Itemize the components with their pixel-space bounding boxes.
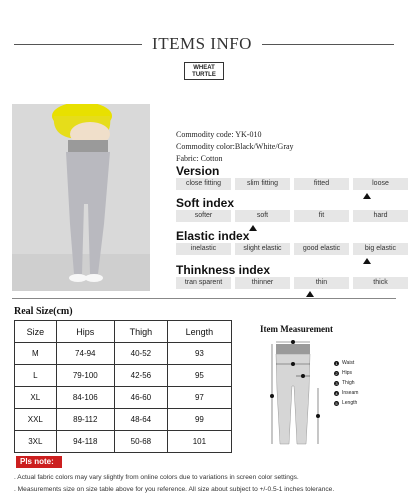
legend-label: Length (342, 400, 358, 406)
cell-hips: 94-118 (56, 431, 114, 453)
legend-item (334, 388, 358, 398)
legend-item (334, 358, 358, 368)
cell-size: XL (15, 387, 57, 409)
thickness-option-thinner: thinner (235, 277, 290, 289)
elastic-option-slight-elastic: slight elastic (235, 243, 290, 255)
thickness-indicator-triangle-icon (306, 291, 314, 297)
version-option-slim-fitting: slim fitting (235, 178, 290, 190)
table-row (15, 409, 232, 431)
brand-logo-line2: TURTLE (192, 72, 216, 78)
cell-hips: 74-94 (56, 343, 114, 365)
measurement-legend (334, 358, 358, 408)
legend-number-icon: 4 (335, 390, 338, 396)
cell-size: 3XL (15, 431, 57, 453)
size-table-header-row (15, 321, 232, 343)
version-option-fitted: fitted (294, 178, 349, 190)
cell-hips: 89-112 (56, 409, 114, 431)
cell-thigh: 48-64 (114, 409, 167, 431)
note-line-2: . Measurements size on size table above for you reference. All size about subject to +/-0.5-1 inches tolerance. (14, 486, 335, 493)
header-length: Length (167, 321, 231, 343)
note-badge: Pls note: (16, 456, 62, 468)
thickness-index-scale (176, 277, 408, 289)
legend-number-icon: 5 (335, 400, 338, 406)
soft-option-hard: hard (353, 210, 408, 222)
version-title: Version (176, 164, 220, 178)
legend-label: Thigh (342, 380, 355, 386)
legend-item (334, 398, 358, 408)
header-size: Size (15, 321, 57, 343)
model-illustration (12, 104, 150, 291)
fabric: Fabric: Cotton (176, 154, 223, 163)
legend-number-icon: 3 (335, 380, 338, 386)
cell-length: 101 (167, 431, 231, 453)
cell-length: 93 (167, 343, 231, 365)
elastic-option-good-elastic: good elastic (294, 243, 349, 255)
product-photo (12, 104, 150, 291)
soft-option-fit: fit (294, 210, 349, 222)
header-hips: Hips (56, 321, 114, 343)
thickness-option-transparent: tran sparent (176, 277, 231, 289)
size-table (14, 320, 232, 453)
note-line-1: . Actual fabric colors may vary slightly from online colors due to variations in screen color settings. (14, 474, 299, 481)
pants-measurement-diagram (262, 340, 332, 448)
legend-number-icon: 2 (335, 370, 338, 376)
version-scale (176, 178, 408, 190)
commodity-code: Commodity code: YK-010 (176, 130, 262, 139)
elastic-option-big-elastic: big elastic (353, 243, 408, 255)
cell-size: L (15, 365, 57, 387)
thickness-index-title: Thinkness index (176, 263, 271, 277)
version-indicator-triangle-icon (363, 193, 371, 199)
soft-index-title: Soft index (176, 196, 235, 210)
cell-thigh: 50-68 (114, 431, 167, 453)
legend-item (334, 368, 358, 378)
elastic-index-title: Elastic index (176, 229, 250, 243)
legend-label: Hips (342, 370, 353, 376)
legend-number-icon: 1 (335, 360, 338, 366)
brand-logo-line1: WHEAT (193, 65, 215, 71)
version-option-loose: loose (353, 178, 408, 190)
soft-indicator-triangle-icon (249, 225, 257, 231)
cell-thigh: 40-52 (114, 343, 167, 365)
item-measurement-title: Item Measurement (260, 324, 334, 334)
table-row (15, 431, 232, 453)
legend-item (334, 378, 358, 388)
cell-size: M (15, 343, 57, 365)
cell-hips: 79-100 (56, 365, 114, 387)
soft-option-softer: softer (176, 210, 231, 222)
header-divider-right (262, 44, 394, 45)
cell-thigh: 42-56 (114, 365, 167, 387)
table-row (15, 343, 232, 365)
cell-length: 95 (167, 365, 231, 387)
soft-index-scale (176, 210, 408, 222)
thickness-option-thin: thin (294, 277, 349, 289)
header-divider-left (14, 44, 142, 45)
page-title: ITEMS INFO (152, 34, 252, 53)
legend-label: Inseam (342, 390, 359, 396)
cell-length: 97 (167, 387, 231, 409)
section-divider (12, 298, 396, 299)
legend-label: Waist (342, 360, 355, 366)
elastic-indicator-triangle-icon (363, 258, 371, 264)
table-row (15, 387, 232, 409)
commodity-color: Commodity color:Black/White/Gray (176, 142, 294, 151)
items-info-header (0, 30, 408, 60)
real-size-caption: Real Size(cm) (14, 306, 73, 317)
cell-size: XXL (15, 409, 57, 431)
cell-thigh: 46-60 (114, 387, 167, 409)
header-thigh: Thigh (114, 321, 167, 343)
elastic-index-scale (176, 243, 408, 255)
version-option-close-fitting: close fitting (176, 178, 231, 190)
table-row (15, 365, 232, 387)
soft-option-soft: soft (235, 210, 290, 222)
elastic-option-inelastic: inelastic (176, 243, 231, 255)
cell-length: 99 (167, 409, 231, 431)
brand-logo (184, 62, 224, 80)
thickness-option-thick: thick (353, 277, 408, 289)
cell-hips: 84-106 (56, 387, 114, 409)
